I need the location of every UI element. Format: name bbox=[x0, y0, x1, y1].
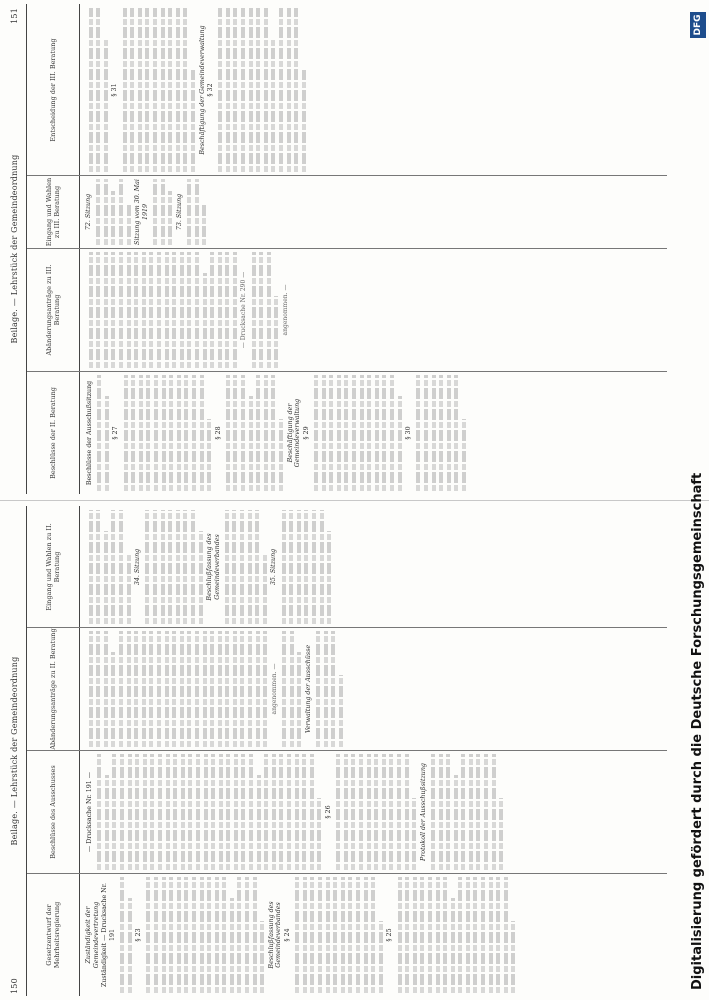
left-sitzung-35: 35. Sitzung bbox=[270, 548, 278, 586]
right-par-29: § 29 bbox=[302, 426, 310, 440]
left-snippet-protokoll: Protokoll der Ausschußsitzung bbox=[419, 763, 427, 861]
left-head-beschluss: Beschlußfassung des Gemeindeverbandes bbox=[267, 901, 283, 969]
left-page-number: 150 bbox=[10, 978, 19, 994]
right-rule-1 bbox=[27, 371, 667, 372]
left-snippet-beschluss-gv: Beschlußfassung des Gemeindeverbandes bbox=[206, 533, 221, 601]
right-snippet-beschaeftigung: Beschäftigung der Gemeindeverwaltung bbox=[198, 25, 206, 155]
right-snippet-sitzung-datum: Sitzung vom 30. Mai 1919 bbox=[134, 179, 149, 245]
right-col4-text bbox=[85, 8, 660, 172]
right-par-30: § 30 bbox=[405, 426, 413, 440]
left-rule-3 bbox=[27, 627, 667, 628]
right-col-head-1: Beschlüsse der II. Beratung bbox=[49, 387, 57, 479]
right-par-32: § 32 bbox=[207, 83, 215, 97]
left-running-title: Beilage. — Lehrstück der Gemeindeordnung bbox=[10, 656, 19, 846]
left-col-head-4: Eingang und Wahlen zu II. Beratung bbox=[45, 523, 61, 611]
left-snippet-drucksache-2: — Drucksache Nr. 191 — bbox=[86, 771, 93, 853]
right-page bbox=[8, 4, 688, 494]
right-par-31: § 31 bbox=[111, 83, 119, 97]
right-snippet-drucksache: — Drucksache Nr. 290 — bbox=[240, 271, 248, 349]
right-column-headers bbox=[27, 4, 80, 494]
left-table bbox=[26, 506, 667, 996]
right-col-head-4: Entscheidung der III. Beratung bbox=[49, 38, 57, 142]
left-snippet-angenommen: angenommen. — bbox=[270, 663, 278, 715]
left-col-head-1: Gesetzentwurf der Mehrheitsregierung bbox=[45, 901, 61, 969]
left-par-26: § 26 bbox=[325, 805, 332, 819]
right-table bbox=[26, 4, 667, 494]
right-snippet-beschluesse: Beschlüsse der Ausschußsitzung bbox=[86, 380, 93, 486]
left-rule-2 bbox=[27, 750, 667, 751]
right-rule-2 bbox=[27, 248, 667, 249]
right-col3-text bbox=[85, 179, 660, 245]
left-head-zustaendigkeit: Zuständigkeit der Gemeindevertretung bbox=[85, 901, 100, 969]
left-column-headers bbox=[27, 506, 80, 996]
left-par-23: § 23 bbox=[135, 928, 143, 942]
left-col1-text bbox=[85, 877, 660, 993]
right-running-head bbox=[10, 4, 24, 494]
right-page-number: 151 bbox=[10, 8, 19, 24]
digitization-note: Digitalisierung gefördert durch die Deutsche Forschungsgemeinschaft bbox=[690, 472, 705, 990]
left-snippet-verwaltung: Verwaltung der Ausschüsse bbox=[304, 644, 312, 734]
left-col-head-3: Abänderungsanträge zu II. Beratung bbox=[49, 628, 57, 750]
left-col2-text bbox=[85, 754, 660, 870]
left-snippet-drucksache: Zuständigkeit — Drucksache Nr. 191 bbox=[101, 882, 116, 988]
dfg-logo: DFG bbox=[690, 12, 706, 38]
right-head-beschaeftigung: Beschäftigung der Gemeindeverwaltung bbox=[286, 398, 302, 468]
left-running-head bbox=[10, 506, 24, 996]
left-par-24: § 24 bbox=[284, 928, 292, 942]
right-col-head-2: Abänderungsanträge zu III. Beratung bbox=[45, 264, 61, 356]
left-col3-text bbox=[85, 631, 660, 747]
left-col-head-2: Beschlüsse des Ausschusses bbox=[49, 765, 57, 859]
right-par-28: § 28 bbox=[214, 426, 222, 440]
right-col1-text bbox=[85, 375, 660, 491]
right-col2-text bbox=[85, 252, 660, 368]
right-rule-3 bbox=[27, 175, 667, 176]
left-rule-1 bbox=[27, 873, 667, 874]
left-page bbox=[8, 506, 688, 996]
page-fold bbox=[0, 500, 709, 501]
left-sitzung-34: 34. Sitzung bbox=[134, 548, 142, 586]
left-col4-text bbox=[85, 510, 660, 624]
right-col-head-3: Eingang und Wahlen zu III. Beratung bbox=[45, 177, 61, 247]
left-par-25: § 25 bbox=[386, 928, 394, 942]
right-snippet-angenommen: angenommen. — bbox=[282, 284, 290, 336]
right-sitzung-73: 73. Sitzung bbox=[175, 193, 183, 231]
right-par-27: § 27 bbox=[112, 426, 120, 440]
right-sitzung-72: 72. Sitzung bbox=[85, 193, 92, 231]
footer-rotated bbox=[688, 5, 708, 990]
right-running-title: Beilage. — Lehrstück der Gemeindeordnung bbox=[10, 154, 19, 344]
